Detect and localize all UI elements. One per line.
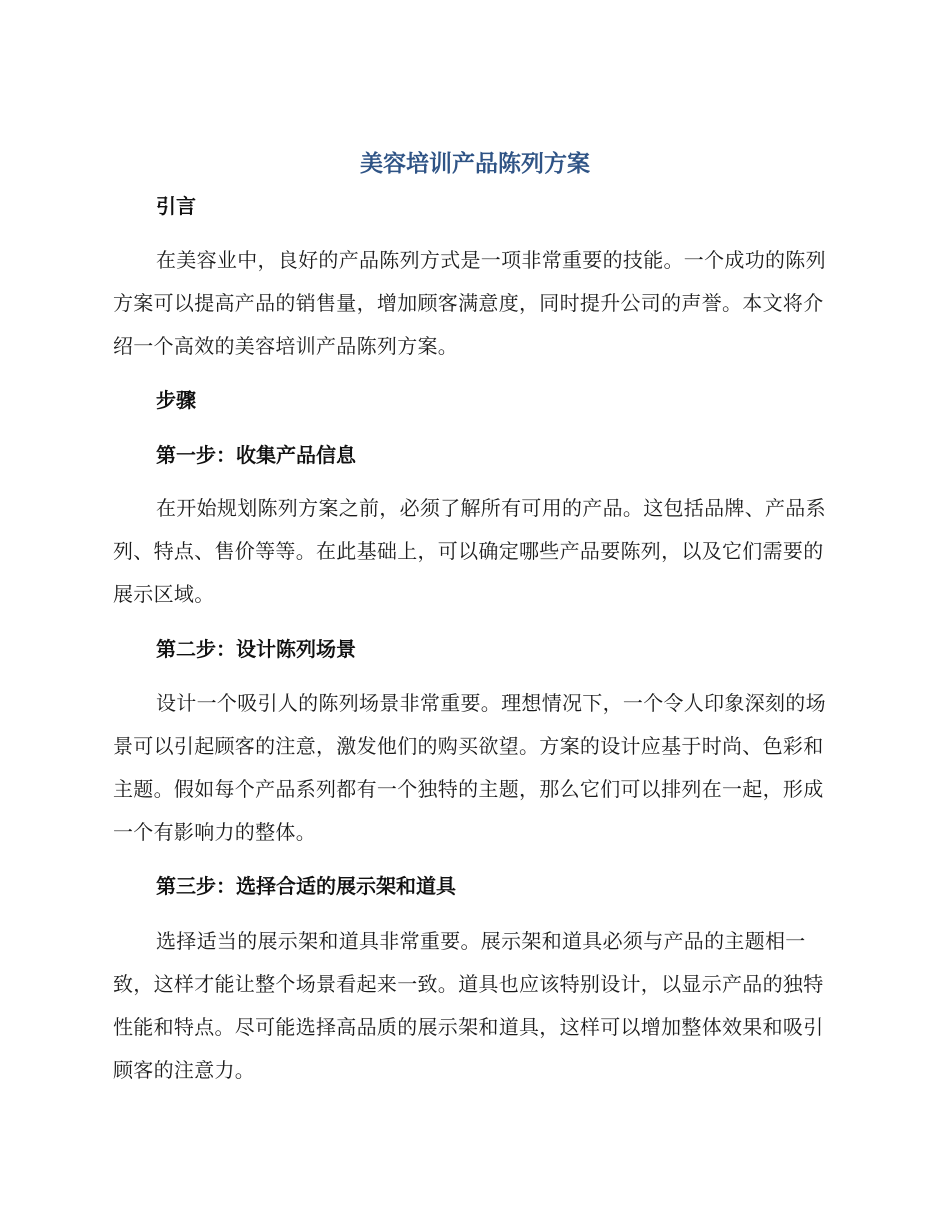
intro-paragraph: 在美容业中，良好的产品陈列方式是一项非常重要的技能。一个成功的陈列方案可以提高产品的销售量，增加顾客满意度，同时提升公司的声誉。本文将介绍一个高效的美容培训产品陈列方案。 — [113, 248, 826, 358]
intro-heading: 引言 — [156, 194, 196, 218]
step3-paragraph: 选择适当的展示架和道具非常重要。展示架和道具必须与产品的主题相一致，这样才能让整个场景看起来一致。道具也应该特别设计，以显示产品的独特性能和特点。尽可能选择高品质的展示架和道具，这样可以增加整体效果和吸引顾客的注意力。 — [113, 929, 824, 1082]
step1-paragraph: 在开始规划陈列方案之前，必须了解所有可用的产品。这包括品牌、产品系列、特点、售价等等。在此基础上，可以确定哪些产品要陈列，以及它们需要的展示区域。 — [113, 496, 826, 606]
steps-heading: 步骤 — [156, 388, 196, 412]
document-title: 美容培训产品陈列方案 — [360, 151, 590, 177]
step1-heading: 第一步：收集产品信息 — [156, 443, 356, 467]
step3-heading: 第三步：选择合适的展示架和道具 — [156, 874, 456, 898]
step2-paragraph: 设计一个吸引人的陈列场景非常重要。理想情况下，一个令人印象深刻的场景可以引起顾客的注意，激发他们的购买欲望。方案的设计应基于时尚、色彩和主题。假如每个产品系列都有一个独特的主题，那么它们可以排列在一起，形成一个有影响力的整体。 — [113, 691, 826, 844]
step2-heading: 第二步：设计陈列场景 — [156, 637, 356, 661]
